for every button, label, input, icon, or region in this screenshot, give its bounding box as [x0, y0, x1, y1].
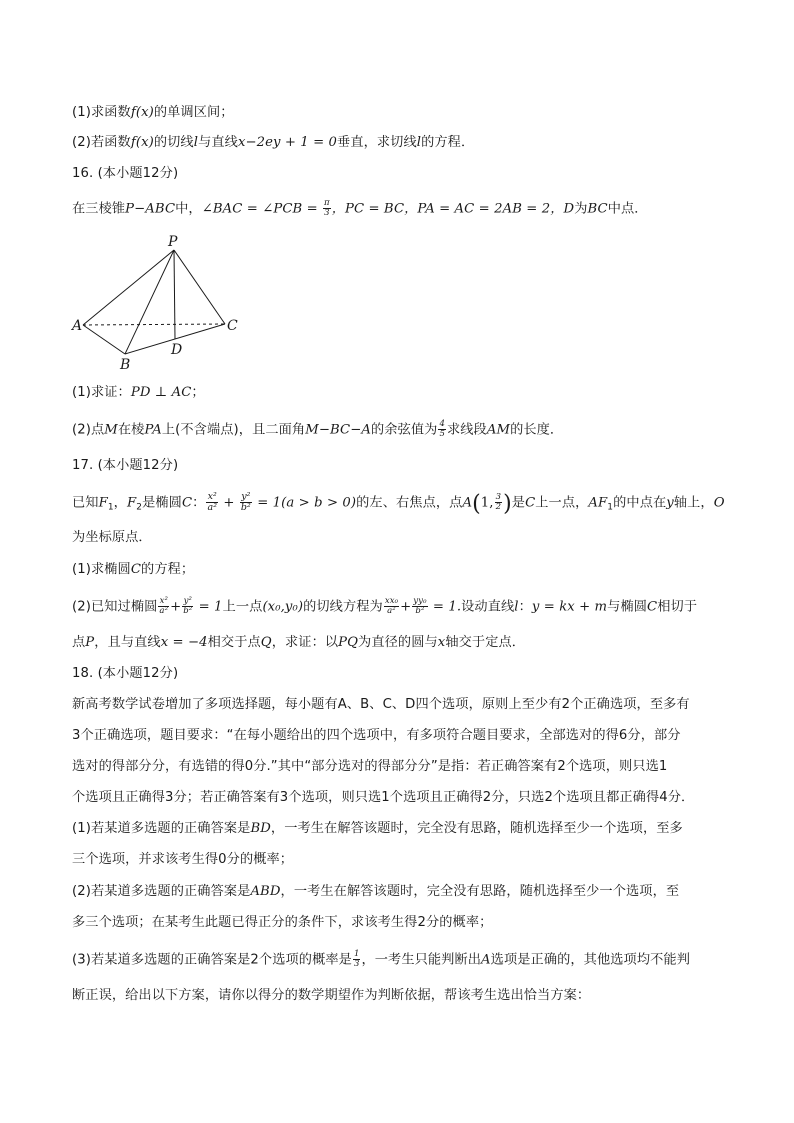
edge-PB: [125, 250, 174, 354]
label-D: D: [171, 342, 183, 358]
fraction-1-3: $\frac{1}{3}$: [353, 949, 360, 969]
q18-part3: (3)若某道多选题的正确答案是2个选项的概率是 $\frac{1}{3}$ ，一考生只能判断出A选项是正确的，其他选项均不能判: [72, 949, 690, 969]
q16-header: 16. (本小题12分): [72, 166, 179, 181]
edge-PD: [174, 250, 175, 339]
q17-part1: (1)求椭圆C的方程；: [72, 562, 195, 577]
q18-part3-line2: 断正误，给出以下方案，请你以得分的数学期望作为判断依据，帮该考生选出恰当方案：: [72, 988, 591, 1003]
edge-PA: [83, 250, 174, 325]
q18-para-line1: 新高考数学试卷增加了多项选择题，每小题有A、B、C、D四个选项，原则上至少有2个正确选项，至多有: [72, 697, 690, 712]
q18-part1: (1)若某道多选题的正确答案是BD，一考生在解答该题时，完全没有思路，随机选择至少一个选项，至多: [72, 821, 683, 836]
q17-header: 17. (本小题12分): [72, 458, 179, 473]
label-C: C: [227, 318, 238, 334]
label-P: P: [168, 234, 178, 250]
q18-header: 18. (本小题12分): [72, 666, 179, 681]
q18-part2-line2: 多三个选项；在某考生此题已得正分的条件下，求该考生得2分的概率；: [72, 915, 493, 930]
label-A: A: [72, 318, 83, 334]
fraction-pi-3: $\frac{\pi}{3}$: [324, 198, 330, 218]
q18-para-line2: 3个正确选项，题目要求：“在每小题给出的四个选项中，有多项符合题目要求，全部选对的得6分，部分: [72, 728, 681, 743]
q18-para-line3: 选对的得部分分，有选错的得0分.”其中“部分选对的得部分分”是指：若正确答案有2个选项，则只选1: [72, 759, 668, 774]
q15-part2: (2)若函数f(x)的切线l与直线x−2ey + 1 = 0垂直，求切线l的方程．: [72, 135, 475, 150]
q16-part2: (2)点M在棱PA上(不含端点)，且二面角M−BC−A的余弦值为 $\frac{4}{5}$ 求线段AM的长度．: [72, 419, 564, 439]
edge-AB: [83, 325, 125, 354]
fraction-4-5: $\frac{4}{5}$: [439, 419, 445, 439]
q17-stem: 已知$F_1$，$F_2$是椭圆C： $\frac{\text{x²}}{\text{a²}}$ + $\frac{\text{y²}}{\text{b²}}$ = 1(a > b > 0)的左、右焦点，点A(1, $\frac{3}{2}$ )是C上一点，$AF_1$的中点在y轴上，O: [72, 491, 725, 517]
q15-fx: f(x): [130, 105, 154, 120]
q16-stem: 在三棱锥P−ABC中，∠BAC = ∠PCB = $\frac{\pi}{3}$ ，PC = BC，PA = AC = 2AB = 2，D为BC中点．: [72, 198, 648, 218]
q18-para-line4: 个选项且正确得3分；若正确答案有3个选项，则只选1个选项且正确得2分，只选2个选项且都正确得4分．: [72, 790, 695, 805]
q18-part1-line2: 三个选项，并求该考生得0分的概率；: [72, 852, 294, 867]
q17-stem-line2: 为坐标原点．: [72, 530, 152, 545]
edge-PC: [174, 250, 225, 324]
label-B: B: [120, 357, 131, 372]
q18-part2: (2)若某道多选题的正确答案是ABD，一考生在解答该题时，完全没有思路，随机选择至少一个选项，至: [72, 884, 680, 899]
q17-part2: (2)已知过椭圆 $\frac{\text{x²}}{\text{a²}}$ + $\frac{\text{y²}}{\text{b²}}$ = 1上一点(x₀,y₀)的切线方程为 $\frac{\text{xx₀}}{\text{a²}}$ + $\frac{\text{yy₀}}{\text{b²}}$ = 1.设动直线l：y = kx + m与椭圆C相切于: [72, 596, 698, 616]
q17-part2-line2: 点P，且与直线x = −4相交于点Q，求证：以PQ为直径的圆与x轴交于定点．: [72, 635, 526, 650]
q15-part1: (1)求函数f(x)的单调区间；: [72, 105, 234, 120]
tetrahedron-figure: [68, 232, 258, 372]
q16-part1: (1)求证：PD ⊥ AC；: [72, 385, 205, 400]
edge-AC-hidden: [83, 324, 225, 325]
